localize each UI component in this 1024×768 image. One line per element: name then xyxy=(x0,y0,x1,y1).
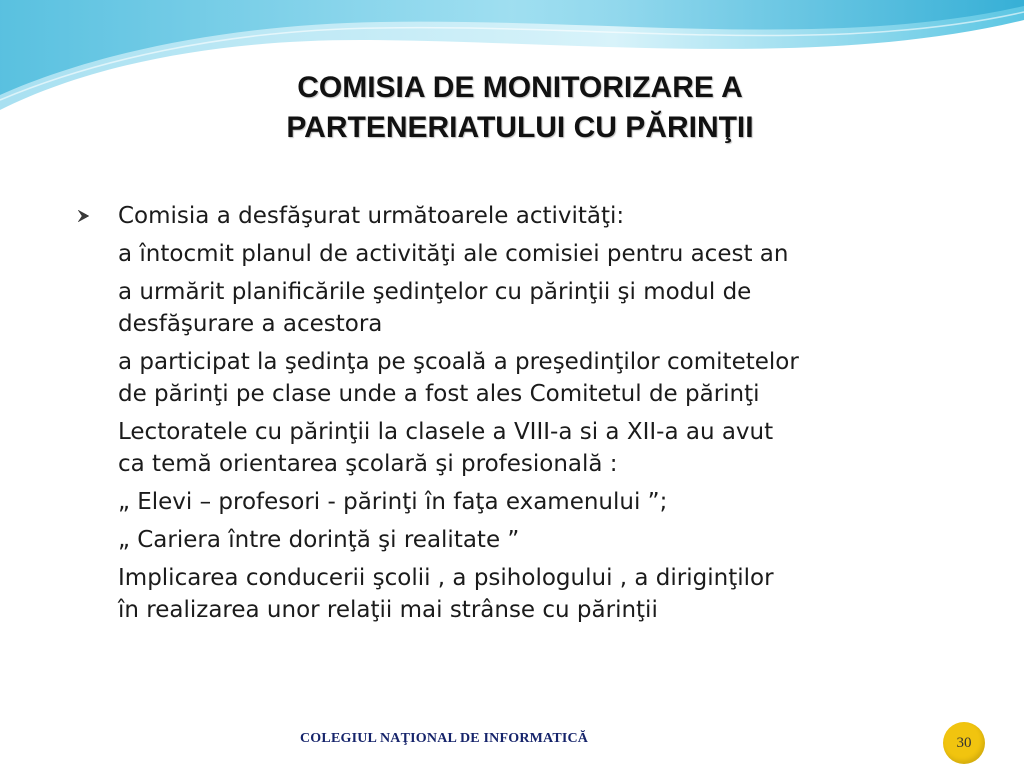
sub-item: „ Cariera între dorinţă şi realitate ” xyxy=(118,527,520,553)
intro-text: Comisia a desfăşurat următoarele activităţi: xyxy=(118,203,625,229)
list-item-text-cont: ca temă orientarea şcolară şi profesională : xyxy=(118,451,618,477)
sub-item: „ Elevi – profesori - părinţi în faţa examenului ”; xyxy=(118,489,668,515)
list-item xyxy=(0,276,1024,340)
arrow-bullet-icon xyxy=(76,209,90,223)
list-item xyxy=(0,238,1024,270)
list-item-text-cont: în realizarea unor relaţii mai strânse cu părinţii xyxy=(118,597,658,623)
list-item-text: Lectoratele cu părinţii la clasele a VIII-a si a XII-a au avut xyxy=(118,419,774,445)
title-line-1: COMISIA DE MONITORIZARE A xyxy=(297,71,743,104)
title-line-2: PARTENERIATULUI CU PĂRINŢII xyxy=(286,111,754,144)
page-number-badge: 30 xyxy=(943,722,985,764)
list-item-text-cont: desfăşurare a acestora xyxy=(118,311,383,337)
list-item-text: a întocmit planul de activităţi ale comisiei pentru acest an xyxy=(118,241,789,267)
footer-college-name: COLEGIUL NAŢIONAL DE INFORMATICĂ xyxy=(300,731,589,746)
list-item-text-cont: de părinţi pe clase unde a fost ales Comitetul de părinţi xyxy=(118,381,760,407)
list-item xyxy=(0,346,1024,410)
slide-title xyxy=(140,68,900,148)
list-item-text: Implicarea conducerii şcolii , a psihologului , a diriginţilor xyxy=(118,565,774,591)
list-item-text: a participat la şedinţa pe şcoală a preşedinţilor comitetelor xyxy=(118,349,799,375)
slide-body xyxy=(0,200,1024,626)
list-item xyxy=(0,562,1024,626)
list-item xyxy=(0,416,1024,480)
list-item-text: a urmărit planificările şedinţelor cu părinţii şi modul de xyxy=(118,279,752,305)
